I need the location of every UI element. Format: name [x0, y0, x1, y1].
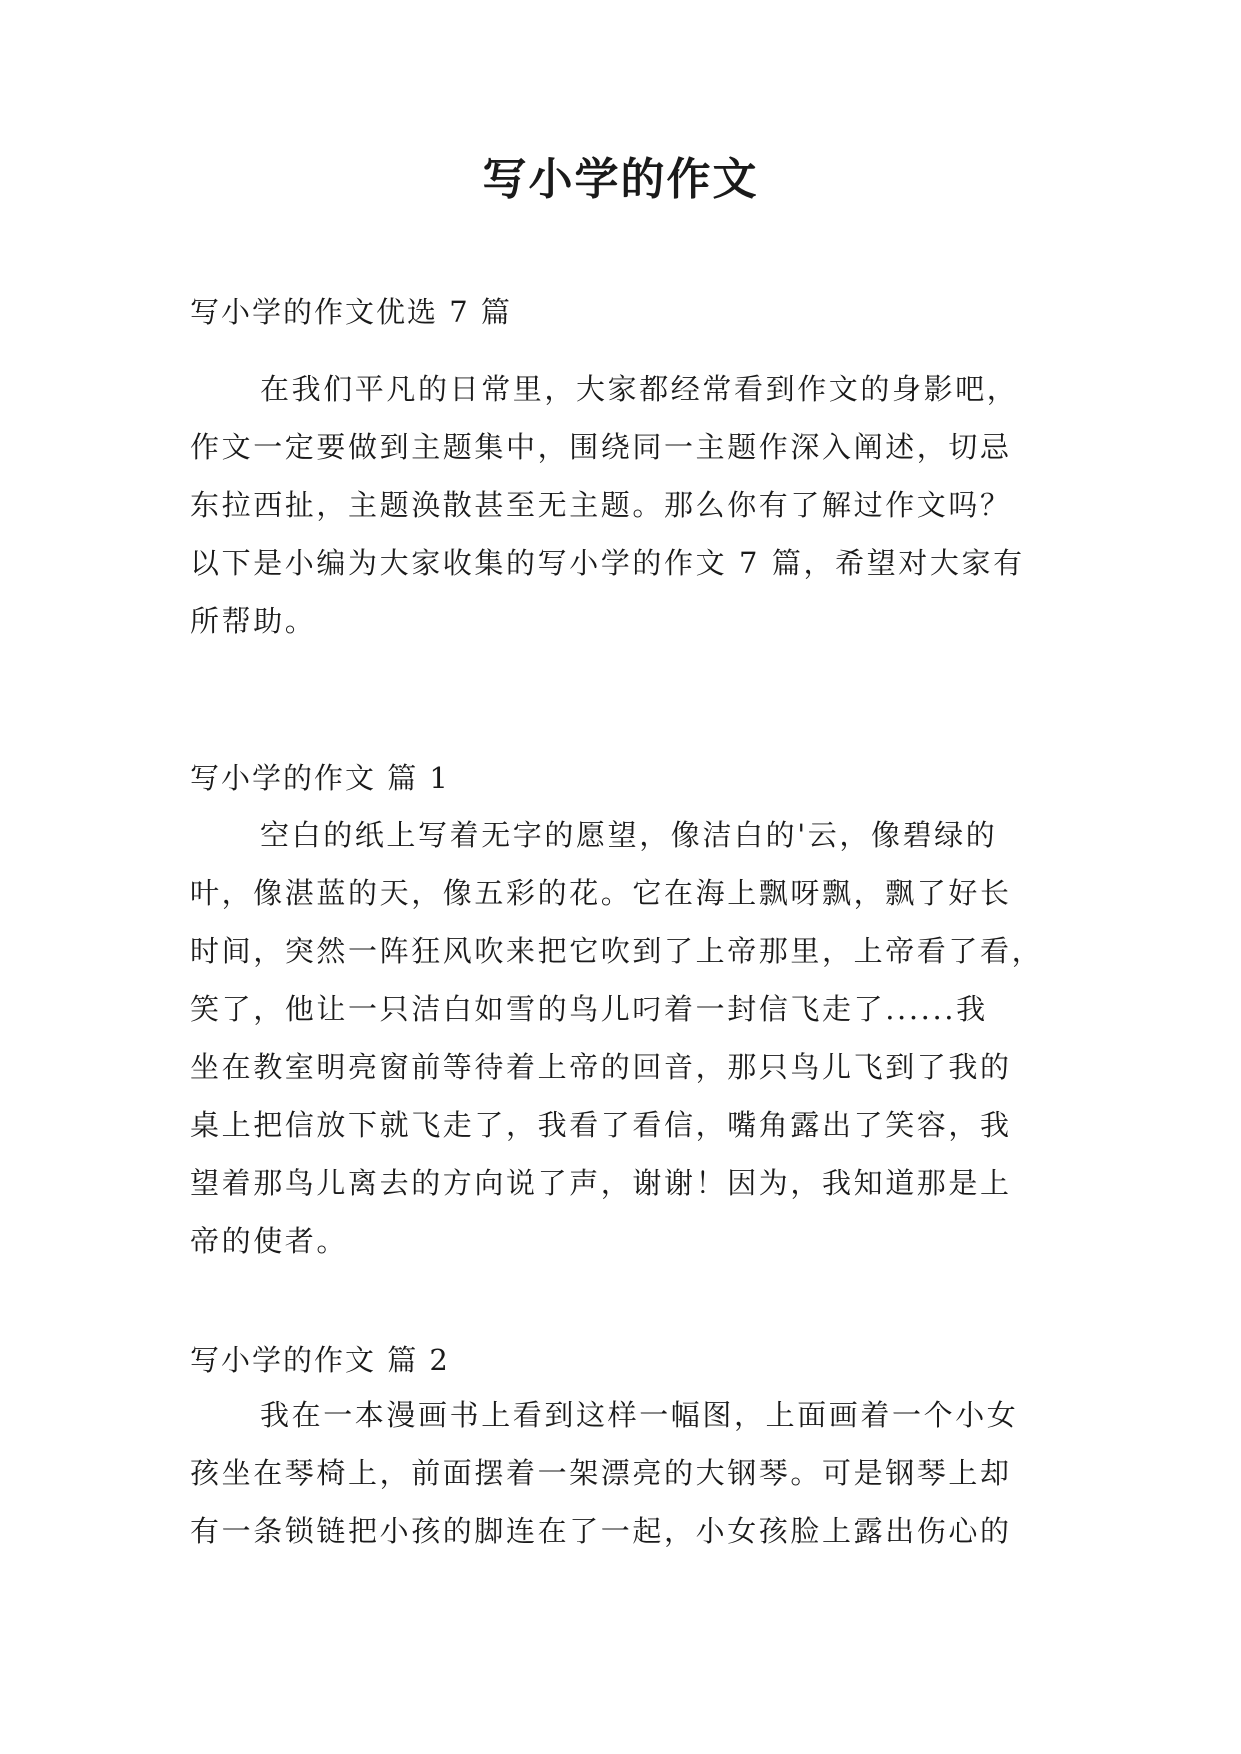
intro-line: 所帮助。: [190, 604, 317, 638]
section-2-line: 孩坐在琴椅上，前面摆着一架漂亮的大钢琴。可是钢琴上却: [190, 1456, 1012, 1490]
section-1-paragraph: [190, 806, 1060, 1270]
section-1-line: 笑了，他让一只洁白如雪的鸟儿叼着一封信飞走了......我: [190, 992, 988, 1026]
intro-line: 以下是小编为大家收集的写小学的作文 7 篇，希望对大家有: [190, 546, 1025, 580]
section-heading-1: 写小学的作文 篇 1: [190, 761, 450, 795]
intro-paragraph: [190, 360, 1060, 650]
section-2-line: 我在一本漫画书上看到这样一幅图，上面画着一个小女: [260, 1398, 1019, 1432]
section-1-line: 帝的使者。: [190, 1224, 349, 1258]
intro-line: 东拉西扯，主题涣散甚至无主题。那么你有了解过作文吗？: [190, 488, 1012, 522]
section-1-line: 时间，突然一阵狂风吹来把它吹到了上帝那里，上帝看了看，: [190, 934, 1044, 968]
intro-line: 作文一定要做到主题集中，围绕同一主题作深入阐述，切忌: [190, 430, 1012, 464]
section-2-paragraph: [190, 1386, 1060, 1560]
section-1-line: 望着那鸟儿离去的方向说了声，谢谢！因为，我知道那是上: [190, 1166, 1012, 1200]
section-1-line: 叶，像湛蓝的天，像五彩的花。它在海上飘呀飘，飘了好长: [190, 876, 1012, 910]
section-heading-2: 写小学的作文 篇 2: [190, 1343, 450, 1377]
section-1-line: 空白的纸上写着无字的愿望，像洁白的'云，像碧绿的: [260, 818, 998, 852]
section-1-line: 桌上把信放下就飞走了，我看了看信，嘴角露出了笑容，我: [190, 1108, 1012, 1142]
intro-line: 在我们平凡的日常里，大家都经常看到作文的身影吧，: [260, 372, 1019, 406]
section-2-line: 有一条锁链把小孩的脚连在了一起，小女孩脸上露出伤心的: [190, 1514, 1012, 1548]
section-1-line: 坐在教室明亮窗前等待着上帝的回音，那只鸟儿飞到了我的: [190, 1050, 1012, 1084]
document-subtitle: 写小学的作文优选 7 篇: [190, 295, 512, 329]
document-title: 写小学的作文: [482, 154, 759, 205]
